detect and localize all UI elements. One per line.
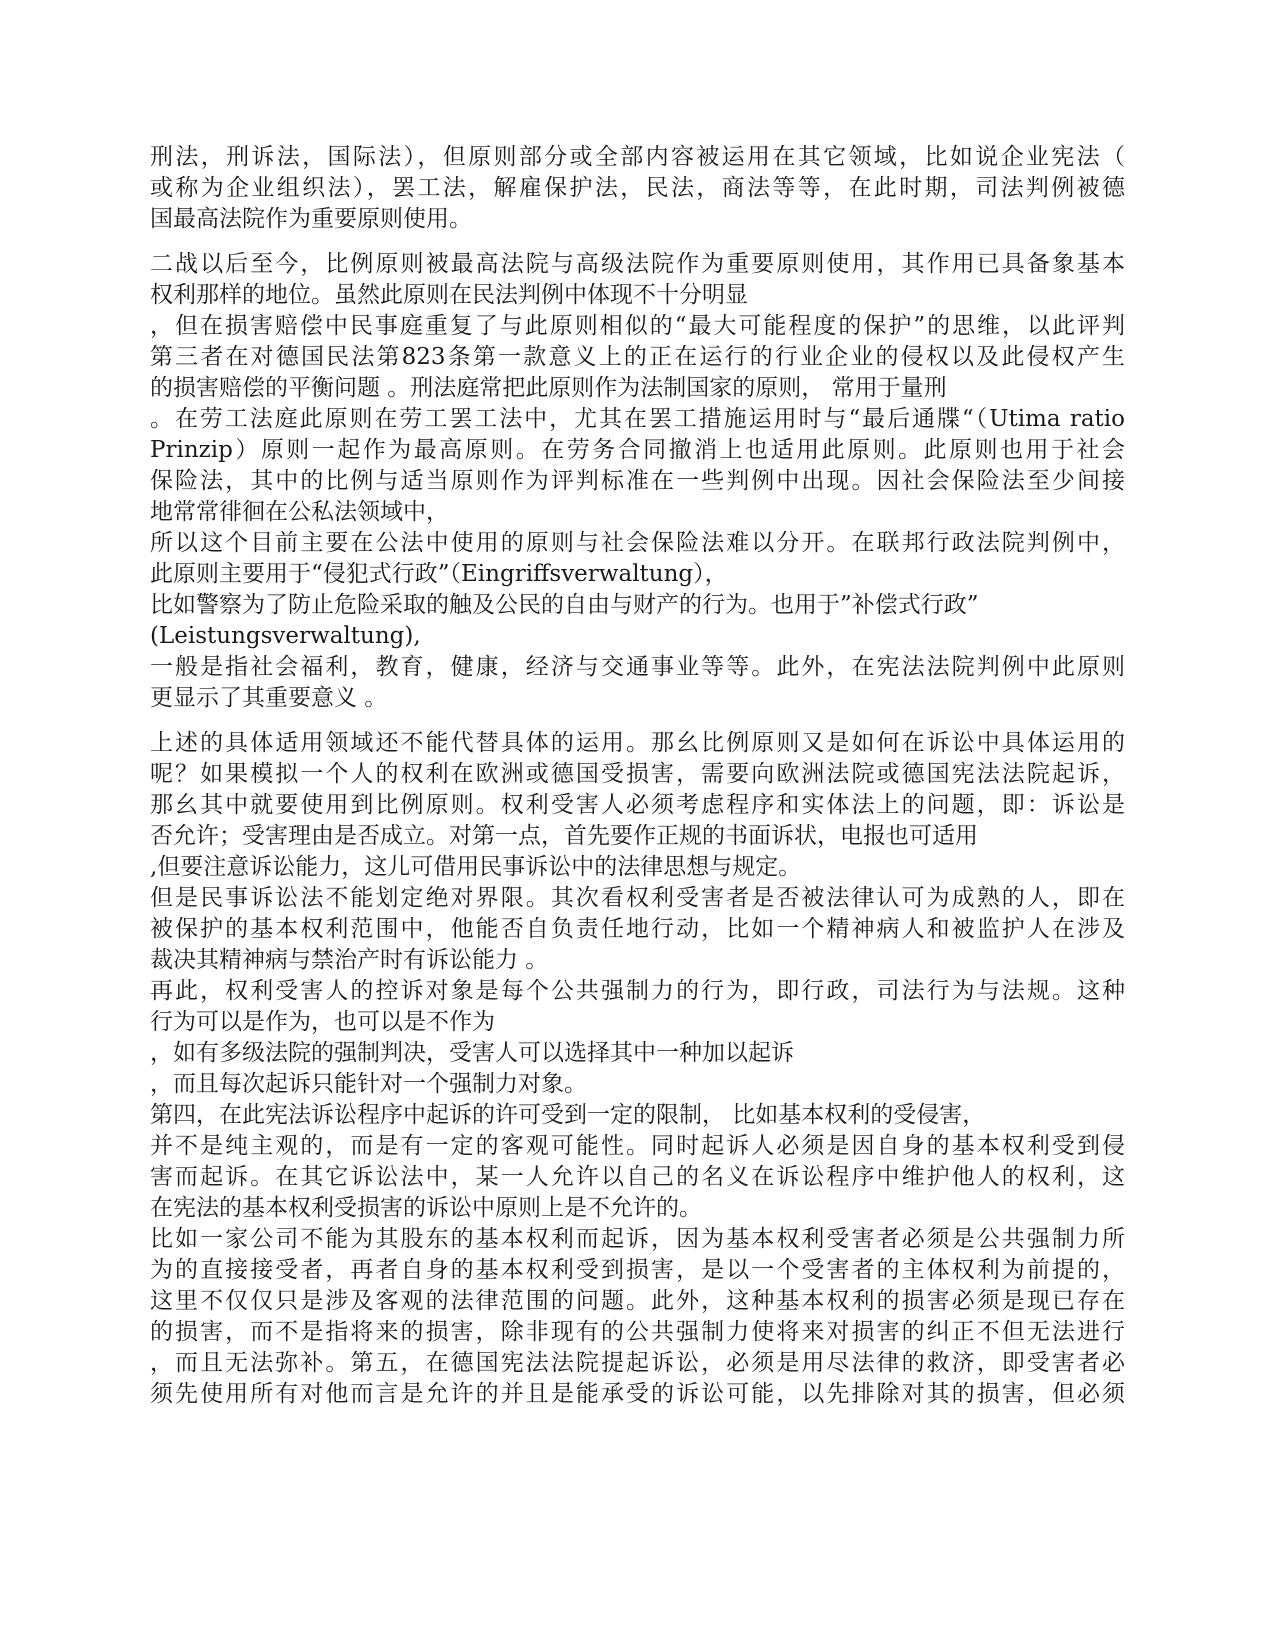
text-line: 但是民事诉讼法不能划定绝对界限。其次看权利受害者是否被法律认可为成熟的人，即在 (150, 885, 1125, 911)
text-line: 为的直接接受者，再者自身的基本权利受到损害，是以一个受害者的主体权利为前提的， (150, 1257, 1125, 1283)
text-line: 第四，在此宪法诉讼程序中起诉的许可受到一定的限制， 比如基本权利的受侵害， (150, 1102, 986, 1128)
text-line: ，而且每次起诉只能针对一个强制力对象。 (150, 1071, 587, 1097)
text-line: 害而起诉。在其它诉讼法中，某一人允许以自己的名义在诉讼程序中维护他人的权利，这 (150, 1164, 1125, 1190)
text-line: 权利那样的地位。虽然此原则在民法判例中体现不十分明显 (150, 282, 748, 308)
text-line: 的损害赔偿的平衡问题 。刑法庭常把此原则作为法制国家的原则， 常用于量刑 (150, 375, 947, 401)
text-line: 刑法，刑诉法，国际法），但原则部分或全部内容被运用在其它领域，比如说企业宪法（ (150, 144, 1125, 170)
text-line: 行为可以是作为，也可以是不作为 (150, 1009, 495, 1035)
text-line: ，如有多级法院的强制判决，受害人可以选择其中一种加以起诉 (150, 1040, 794, 1066)
paragraph (150, 249, 1125, 714)
text-line: 比如一家公司不能为其股东的基本权利而起诉，因为基本权利受害者必须是公共强制力所 (150, 1226, 1125, 1252)
text-line: ,但要注意诉讼能力，这儿可借用民事诉讼中的法律思想与规定。 (150, 854, 802, 880)
text-line: 或称为企业组织法），罢工法，解雇保护法，民法，商法等等，在此时期，司法判例被德 (150, 175, 1125, 201)
text-line: 更显示了其重要意义 。 (150, 685, 388, 711)
text-line: 所以这个目前主要在公法中使用的原则与社会保险法难以分开。在联邦行政法院判例中， (150, 530, 1125, 556)
text-line: 呢？如果模拟一个人的权利在欧洲或德国受损害，需要向欧洲法院或德国宪法法院起诉， (150, 761, 1125, 787)
text-line: 裁决其精神病与禁治产时有诉讼能力 。 (150, 947, 549, 973)
text-line: 再此，权利受害人的控诉对象是每个公共强制力的行为，即行政，司法行为与法规。这种 (150, 978, 1125, 1004)
text-line: 并不是纯主观的，而是有一定的客观可能性。同时起诉人必须是因自身的基本权利受到侵 (150, 1133, 1125, 1159)
text-line: 。在劳工法庭此原则在劳工罢工法中，尤其在罢工措施运用时与“最后通牒“（Utima ratio (150, 406, 1125, 432)
text-line: 这里不仅仅只是涉及客观的法律范围的问题。此外，这种基本权利的损害必须是现已存在 (150, 1288, 1125, 1314)
text-line: ，而且无法弥补。第五，在德国宪法法院提起诉讼，必须是用尽法律的救济，即受害者必 (150, 1350, 1125, 1376)
text-line: 被保护的基本权利范围中，他能否自负责任地行动，比如一个精神病人和被监护人在涉及 (150, 916, 1125, 942)
text-line: 那幺其中就要使用到比例原则。权利受害人必须考虑程序和实体法上的问题，即：诉讼是 (150, 792, 1125, 818)
text-line: 保险法，其中的比例与适当原则作为评判标准在一些判例中出现。因社会保险法至少间接 (150, 468, 1125, 494)
text-line: 须先使用所有对他而言是允许的并且是能承受的诉讼可能，以先排除对其的损害，但必须 (150, 1381, 1125, 1407)
text-line: 上述的具体适用领域还不能代替具体的运用。那幺比例原则又是如何在诉讼中具体运用的 (150, 730, 1125, 756)
text-line: 国最高法院作为重要原则使用。 (150, 206, 472, 232)
text-line: 二战以后至今，比例原则被最高法院与高级法院作为重要原则使用，其作用已具备象基本 (150, 251, 1125, 277)
paragraph (150, 142, 1125, 235)
text-line: (Leistungsverwaltung), (150, 623, 421, 649)
text-line: ，但在损害赔偿中民事庭重复了与此原则相似的“最大可能程度的保护”的思维，以此评判 (150, 313, 1125, 339)
paragraph-spacer (150, 714, 1125, 728)
text-line: Prinzip）原则一起作为最高原则。在劳务合同撤消上也适用此原则。此原则也用于社会 (150, 437, 1125, 463)
text-line: 此原则主要用于“侵犯式行政”（Eingriffsverwaltung）， (150, 561, 728, 587)
text-line: 的损害，而不是指将来的损害，除非现有的公共强制力使将来对损害的纠正不但无法进行 (150, 1319, 1125, 1345)
document-body (150, 142, 1125, 1410)
paragraph-spacer (150, 235, 1125, 249)
text-line: 比如警察为了防止危险采取的触及公民的自由与财产的行为。也用于”补偿式行政” (150, 592, 979, 618)
paragraph (150, 728, 1125, 1410)
text-line: 第三者在对德国民法第823条第一款意义上的正在运行的行业企业的侵权以及此侵权产生 (150, 344, 1125, 370)
text-line: 否允许；受害理由是否成立。对第一点，首先要作正规的书面诉状，电报也可适用 (150, 823, 978, 849)
text-line: 地常常徘徊在公私法领域中， (150, 499, 449, 525)
text-line: 一般是指社会福利，教育，健康，经济与交通事业等等。此外，在宪法法院判例中此原则 (150, 654, 1125, 680)
text-line: 在宪法的基本权利受损害的诉讼中原则上是不允许的。 (150, 1195, 702, 1221)
